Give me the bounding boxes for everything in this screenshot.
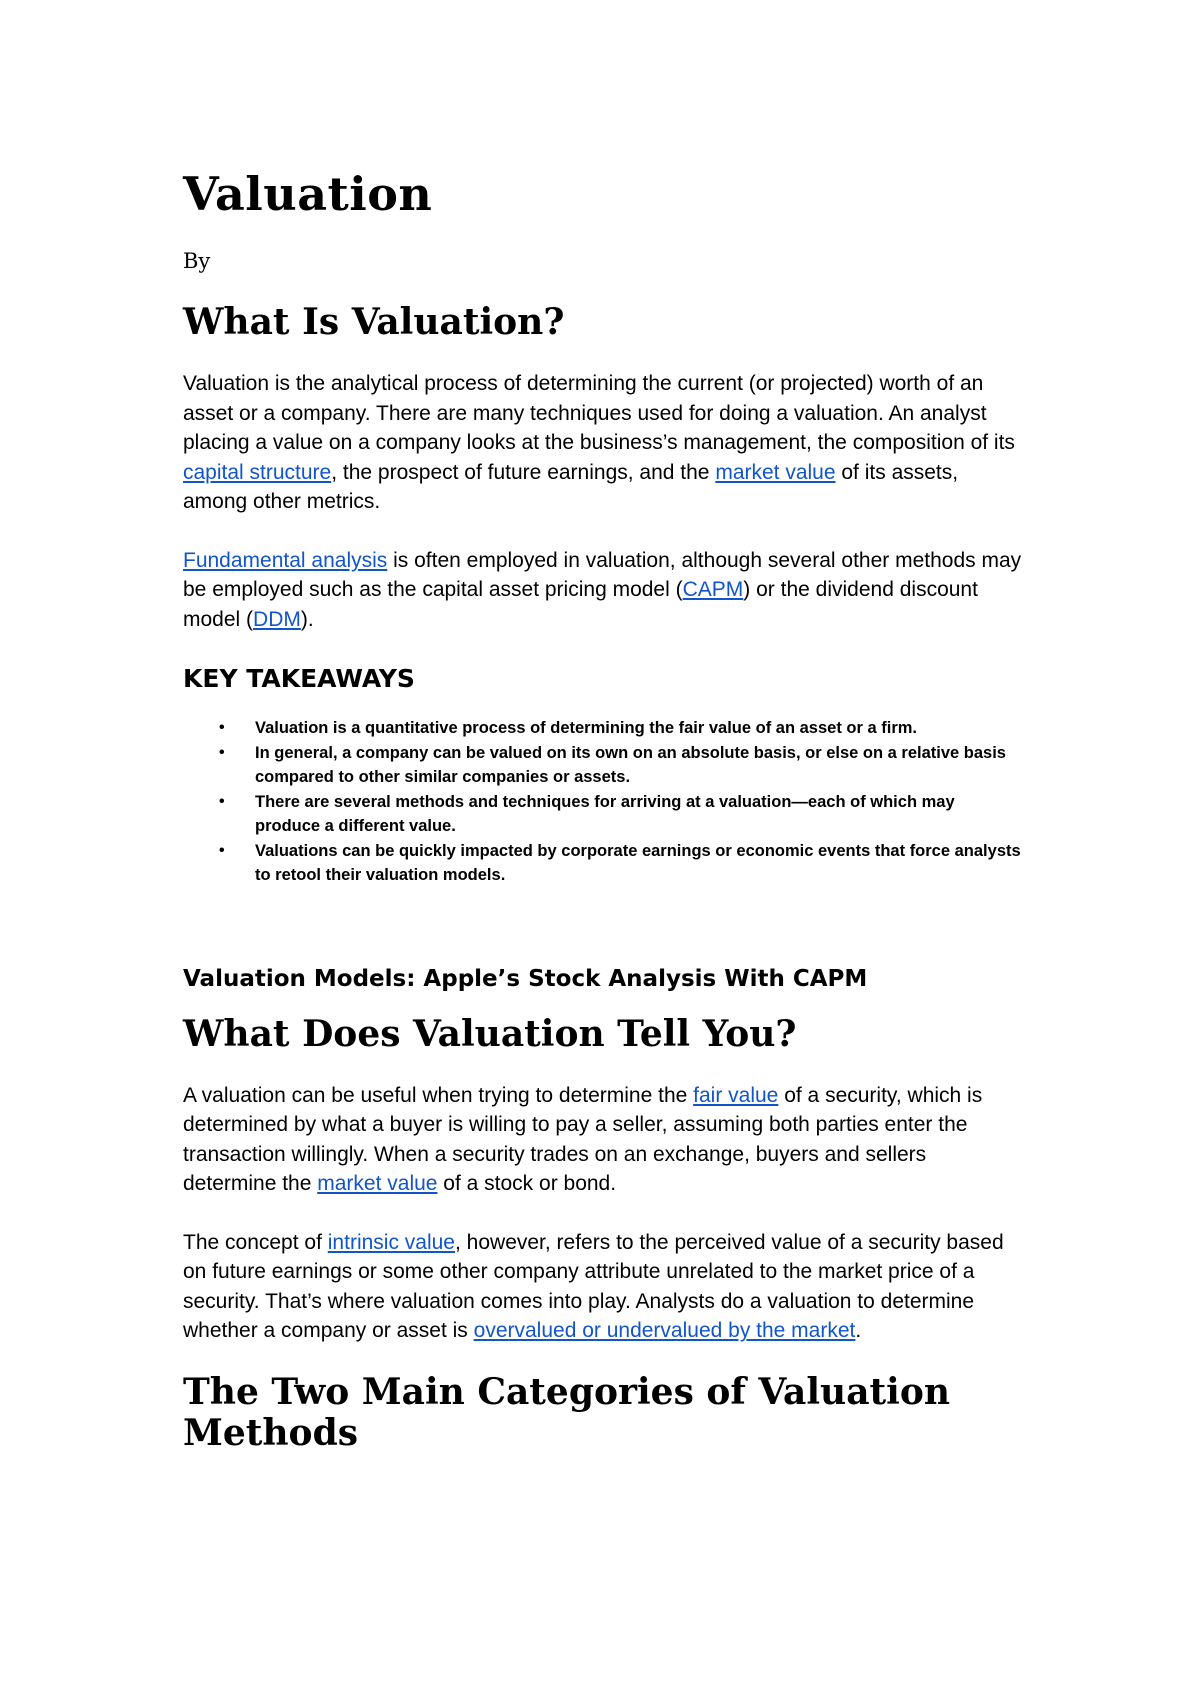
paragraph-intrinsic-value	[183, 1228, 1023, 1346]
bullet-icon: •	[219, 719, 225, 737]
link-fundamental-analysis[interactable]: Fundamental analysis	[183, 548, 388, 572]
paragraph-text: .	[855, 1319, 862, 1343]
list-item	[219, 790, 1023, 839]
link-ddm[interactable]: DDM	[253, 607, 301, 631]
paragraph-text: is often employed in valuation, although several other methods may be employed such as the capital asset pricing model (	[183, 548, 1022, 602]
paragraph-text: of a security, which is determined by what a buyer is willing to pay a seller, assuming both parties enter the transaction willingly. When a security trades on an exchange, buyers and sellers determine the	[183, 1083, 983, 1196]
paragraph-valuation-definition	[183, 369, 1023, 517]
link-fair-value[interactable]: fair value	[693, 1083, 779, 1107]
section-heading-two-main-categories: The Two Main Categories of Valuation Methods	[183, 1370, 951, 1455]
paragraph-text: of a stock or bond.	[437, 1172, 617, 1196]
section-heading-what-is-valuation: What Is Valuation?	[183, 301, 565, 344]
paragraph-text: , however, refers to the perceived value of a security based on future earnings or some other company attribute unrelated to the market price of a security. That’s where valuation comes into play. Analysts do a valuation to determine whether a company or asset is	[183, 1230, 1004, 1343]
paragraph-text: The concept of	[183, 1230, 328, 1254]
list-item-text: There are several methods and techniques for arriving at a valuation—each of which may produce a different value.	[255, 792, 955, 836]
document-page	[183, 168, 1023, 1455]
bullet-icon: •	[219, 841, 225, 859]
paragraph-text: ).	[300, 607, 314, 631]
key-takeaways-heading: KEY TAKEAWAYS	[183, 664, 415, 694]
document-title: Valuation	[183, 167, 433, 221]
video-caption: Valuation Models: Apple’s Stock Analysis With CAPM	[183, 965, 868, 992]
paragraph-text: ) or the dividend discount model (	[183, 578, 978, 631]
bullet-icon: •	[219, 743, 225, 761]
paragraph-fundamental-analysis	[183, 546, 1023, 635]
link-capm[interactable]: CAPM	[682, 578, 744, 602]
paragraph-text: , the prospect of future earnings, and the	[331, 460, 716, 484]
list-item	[219, 716, 1023, 741]
key-takeaways-list	[183, 716, 1023, 888]
list-item	[219, 741, 1023, 790]
paragraph-text: of its assets, among other metrics.	[183, 460, 959, 514]
link-overvalued-undervalued[interactable]: overvalued or undervalued by the market	[473, 1319, 856, 1343]
list-item-text: Valuation is a quantitative process of determining the fair value of an asset or a firm.	[255, 719, 918, 738]
paragraph-text: Valuation is the analytical process of determining the current (or projected) worth of an asset or a company. There are many techniques used for doing a valuation. An analyst placing a value on a company looks at the business’s management, the composition of its	[183, 372, 1015, 455]
link-intrinsic-value[interactable]: intrinsic value	[327, 1230, 455, 1254]
link-capital-structure[interactable]: capital structure	[183, 460, 332, 484]
paragraph-text: A valuation can be useful when trying to determine the	[183, 1083, 694, 1107]
list-item-text: Valuations can be quickly impacted by corporate earnings or economic events that force analysts to retool their valuation models.	[255, 841, 1021, 885]
byline: By	[183, 248, 211, 273]
list-item	[219, 839, 1023, 888]
section-heading-what-does-valuation-tell-you: What Does Valuation Tell You?	[183, 1012, 797, 1055]
list-item-text: In general, a company can be valued on its own on an absolute basis, or else on a relative basis compared to other similar companies or assets.	[255, 743, 1006, 787]
paragraph-fair-value	[183, 1081, 1023, 1199]
link-market-value[interactable]: market value	[715, 460, 836, 484]
bullet-icon: •	[219, 792, 225, 810]
link-market-value-2[interactable]: market value	[317, 1172, 438, 1196]
